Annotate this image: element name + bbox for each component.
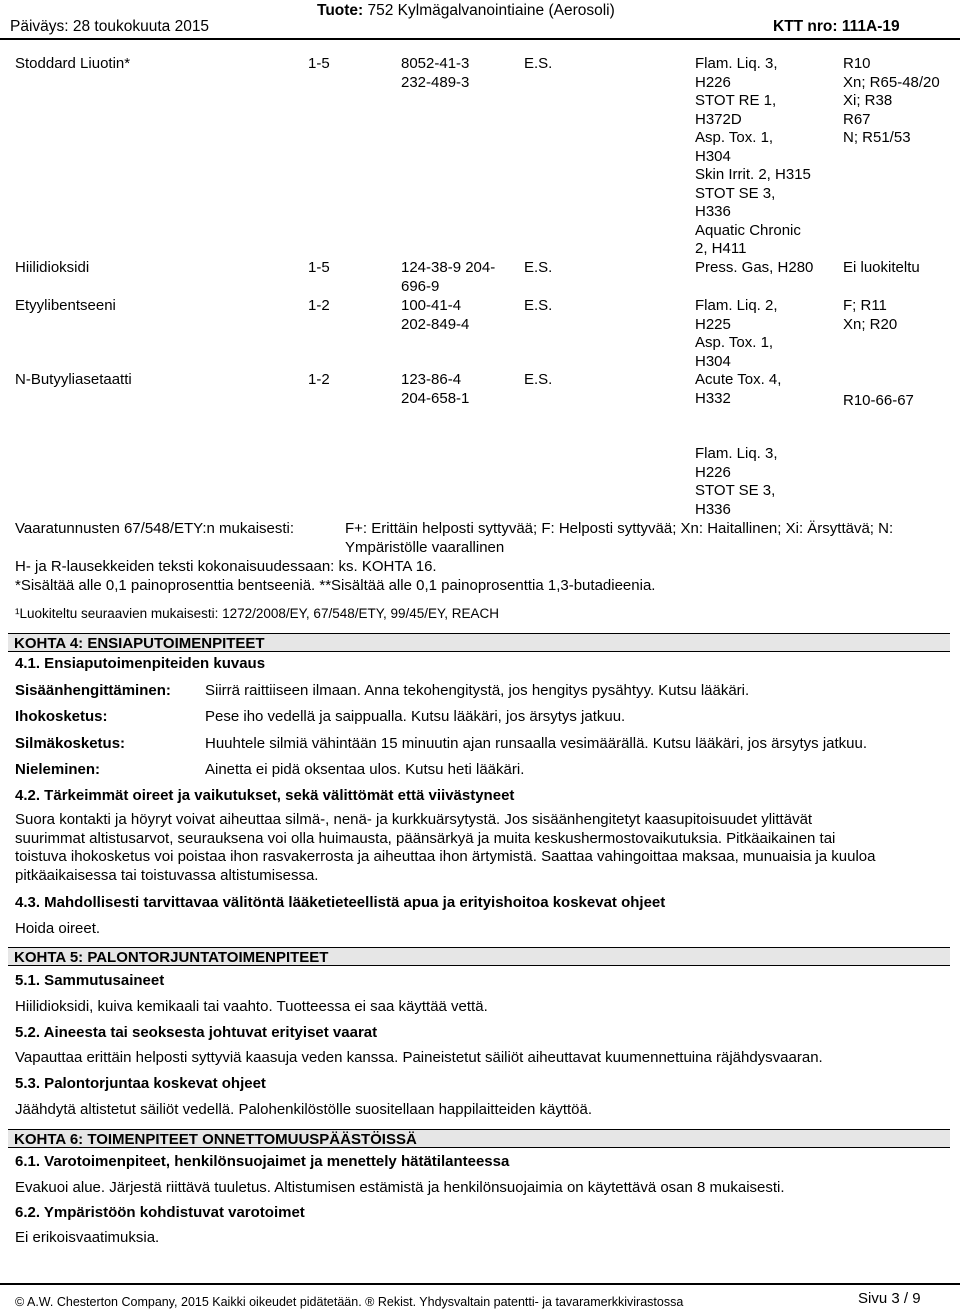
section-6-1-text: Evakuoi alue. Järjestä riittävä tuuletus. Altistumisen estämistä ja henkilönsuojaimia on käytettävä osan 8 mukaisesti. [15, 1179, 785, 1196]
ingredient-note: E.S. [524, 297, 553, 314]
ingredient-dsd-line: R67 [843, 110, 871, 128]
ingredient-clp-line: H226 [695, 73, 731, 91]
header-rule [0, 38, 960, 40]
footer-page-number: Sivu 3 / 9 [858, 1290, 921, 1307]
ingredient-dsd-line: Xn; R65-48/20 [843, 73, 940, 91]
first-aid-route-text: Huuhtele silmiä vähintään 15 minuutin ajan runsaalla vesimäärällä. Kutsu lääkäri, jos ärsytys jatkuu. [205, 735, 868, 752]
first-aid-route-text: Ainetta ei pidä oksentaa ulos. Kutsu heti lääkäri. [205, 761, 525, 778]
ingredient-clp-line [695, 408, 781, 427]
dsd-text-2: Ympäristölle vaarallinen [345, 539, 505, 556]
ingredient-note: E.S. [524, 371, 553, 388]
section-6-1-title: 6.1. Varotoimenpiteet, henkilönsuojaimet ja menettely hätätilanteessa [15, 1153, 510, 1170]
ingredient-clp-line: Asp. Tox. 1, [695, 129, 774, 146]
ingredient-clp [695, 371, 781, 519]
section-4-2-line: pitkäaikaisessa tai toistuvassa altistumisessa. [15, 866, 319, 884]
ingredient-clp [695, 297, 778, 371]
ingredient-clp-line: H226 [695, 463, 731, 481]
dsd-label: Vaaratunnusten 67/548/ETY:n mukaisesti: [15, 520, 295, 537]
header-product-name: 752 Kylmägalvanointiaine (Aerosoli) [367, 2, 615, 19]
section-4-2-line: toistuva ihokosketus voi poistaa ihon rasvakerrosta ja aiheuttaa ihon ärtymistä. Saattaa vahingoittaa maksaa, munuaisia ja kuuloa [15, 848, 876, 865]
section-5-3-title: 5.3. Palontorjuntaa koskevat ohjeet [15, 1075, 266, 1092]
section-5-2-text: Vapauttaa erittäin helposti syttyviä kaasuja veden kanssa. Paineistetut säiliöt aiheuttavat kuumennettuina räjähdysvaaran. [15, 1049, 823, 1066]
section-4-title: KOHTA 4: ENSIAPUTOIMENPITEET [8, 633, 950, 652]
first-aid-route-text: Pese iho vedellä ja saippualla. Kutsu lääkäri, jos ärsytys jatkuu. [205, 708, 626, 725]
ingredient-dsd-line: Xn; R20 [843, 315, 898, 333]
ingredient-dsd [843, 55, 940, 148]
ingredient-dsd-line: N; R51/53 [843, 129, 911, 146]
section-6-title: KOHTA 6: TOIMENPITEET ONNETTOMUUSPÄÄSTÖISSÄ [8, 1129, 950, 1148]
ingredient-clp-line: Skin Irrit. 2, H315 [695, 166, 811, 183]
header-ktt [773, 18, 900, 37]
ingredient-clp-line: Press. Gas, H280 [695, 259, 814, 276]
ingredient-dsd-line: R10 [843, 55, 871, 72]
ingredient-name: Hiilidioksidi [15, 259, 90, 276]
section-6-2-text: Ei erikoisvaatimuksia. [15, 1229, 160, 1246]
ingredient-dsd-line: F; R11 [843, 297, 887, 314]
ingredient-clp-line: H304 [695, 147, 731, 165]
ingredient-dsd-line: Ei luokiteltu [843, 259, 920, 276]
ingredient-name: Stoddard Liuotin* [15, 55, 131, 72]
ingredient-cas-line: 202-849-4 [401, 315, 470, 333]
ingredient-clp-line: H372D [695, 110, 742, 128]
ingredient-clp-line: Flam. Liq. 2, [695, 297, 778, 314]
header-product [317, 2, 615, 21]
header-product-label: Tuote: [317, 2, 364, 19]
dsd-text-1: F+: Erittäin helposti syttyvää; F: Helposti syttyvää; Xn: Haitallinen; Xi: Ärsyttävä; N: [345, 520, 894, 537]
ingredient-clp-line: Aquatic Chronic [695, 221, 801, 239]
ingredient-clp-line: H336 [695, 203, 731, 220]
section-4-2-line: Suora kontakti ja höyryt voivat aiheuttaa silmä-, nenä- ja kurkkuärsytystä. Jos sisäänhengitetyt kaasupitoisuudet ylittävät [15, 811, 813, 828]
ingredient-cas-line: 100-41-4 [401, 297, 462, 314]
ingredient-clp-line: Acute Tox. 4, [695, 371, 782, 388]
ingredient-cas [401, 371, 469, 408]
first-aid-route-label: Silmäkosketus: [15, 735, 126, 752]
ingredient-clp-line: STOT SE 3, [695, 482, 776, 499]
ingredient-clp-line: H225 [695, 315, 731, 333]
ingredient-clp-line: H336 [695, 500, 731, 518]
ingredient-name: Etyylibentseeni [15, 297, 116, 314]
ingredient-clp-line: H304 [695, 352, 731, 370]
ingredient-conc: 1-5 [308, 55, 330, 72]
header-ktt-number: 111A-19 [841, 18, 900, 35]
h-phrases-note: H- ja R-lausekkeiden teksti kokonaisuudessaan: ks. KOHTA 16. [15, 558, 437, 575]
ingredient-clp-line: 2, H411 [695, 240, 747, 257]
ingredient-cas [401, 297, 469, 334]
ingredient-dsd-line: R10-66-67 [843, 392, 914, 409]
section-4-2-title: 4.2. Tärkeimmät oireet ja vaikutukset, sekä välittömät että viivästyneet [15, 787, 515, 804]
ingredient-clp-line: Flam. Liq. 3, [695, 55, 778, 72]
ingredient-clp [695, 259, 813, 278]
first-aid-route-text: Siirrä raittiiseen ilmaan. Anna tekohengitystä, jos hengitys pysähtyy. Kutsu lääkäri. [205, 682, 750, 699]
ingredient-note: E.S. [524, 259, 553, 276]
footer-rule [0, 1283, 960, 1285]
ingredient-cas-line: 232-489-3 [401, 73, 470, 91]
benzene-note: *Sisältää alle 0,1 painoprosenttia bentseeniä. **Sisältää alle 0,1 painoprosenttia 1,3-butadieenia. [15, 577, 656, 594]
ingredient-dsd [843, 297, 897, 334]
ingredient-cas [401, 55, 469, 92]
ingredient-cas-line: 124-38-9 204- [401, 259, 496, 276]
section-5-1-text: Hiilidioksidi, kuiva kemikaali tai vaahto. Tuotteessa ei saa käyttää vettä. [15, 998, 488, 1015]
ingredient-dsd [843, 259, 920, 278]
ingredient-clp-line: Asp. Tox. 1, [695, 334, 774, 351]
ingredient-conc: 1-2 [308, 297, 330, 314]
ingredient-clp-line: H332 [695, 389, 731, 407]
section-5-3-text: Jäähdytä altistetut säiliöt vedellä. Palohenkilöstölle suositellaan happilaitteiden käyttöä. [15, 1101, 593, 1118]
ingredient-clp-line: STOT RE 1, [695, 92, 777, 109]
ingredient-note: E.S. [524, 55, 553, 72]
ingredient-dsd-line: Xi; R38 [843, 92, 893, 109]
ingredient-dsd [843, 392, 914, 411]
ingredient-cas-line: 696-9 [401, 277, 440, 295]
section-5-2-title: 5.2. Aineesta tai seoksesta johtuvat erityiset vaarat [15, 1024, 378, 1041]
first-aid-route-label: Nieleminen: [15, 761, 101, 778]
ingredient-cas-line: 204-658-1 [401, 389, 470, 407]
ingredient-cas-line: 123-86-4 [401, 371, 462, 388]
section-5-title: KOHTA 5: PALONTORJUNTATOIMENPITEET [8, 947, 950, 966]
header-date: Päiväys: 28 toukokuuta 2015 [10, 18, 210, 35]
section-4-3-title: 4.3. Mahdollisesti tarvittavaa välitöntä lääketieteellistä apua ja erityishoitoa koskevat ohjeet [15, 894, 666, 911]
ingredient-clp-line [695, 427, 781, 446]
ingredient-clp-line: STOT SE 3, [695, 184, 776, 202]
section-6-2-title: 6.2. Ympäristöön kohdistuvat varotoimet [15, 1204, 305, 1221]
ingredient-conc: 1-5 [308, 259, 330, 276]
ingredient-clp [695, 55, 811, 259]
first-aid-route-label: Sisäänhengittäminen: [15, 682, 171, 699]
section-4-2-line: suurimmat altistusarvot, seurauksena voi olla huimausta, päänsärkyä ja muita keskushermostovaikutuksia. Pitkäaikainen tai [15, 829, 836, 847]
section-5-1-title: 5.1. Sammutusaineet [15, 972, 165, 989]
ingredient-conc: 1-2 [308, 371, 330, 388]
section-4-2-text [15, 811, 876, 885]
section-4-3-text: Hoida oireet. [15, 920, 101, 937]
first-aid-route-label: Ihokosketus: [15, 708, 108, 725]
ingredient-cas [401, 259, 495, 296]
section-4-1-title: 4.1. Ensiaputoimenpiteiden kuvaus [15, 655, 266, 672]
ingredient-name: N-Butyyliasetaatti [15, 371, 132, 388]
header-ktt-label: KTT nro: [773, 18, 838, 35]
footer-copyright: © A.W. Chesterton Company, 2015 Kaikki oikeudet pidätetään. ® Rekist. Yhdysvaltain patentti- ja tavaramerkkivirastossa [15, 1295, 684, 1309]
ingredient-clp-line: Flam. Liq. 3, [695, 445, 778, 462]
classification-note: ¹Luokiteltu seuraavien mukaisesti: 1272/2008/EY, 67/548/ETY, 99/45/EY, REACH [15, 606, 500, 621]
ingredient-cas-line: 8052-41-3 [401, 55, 470, 72]
